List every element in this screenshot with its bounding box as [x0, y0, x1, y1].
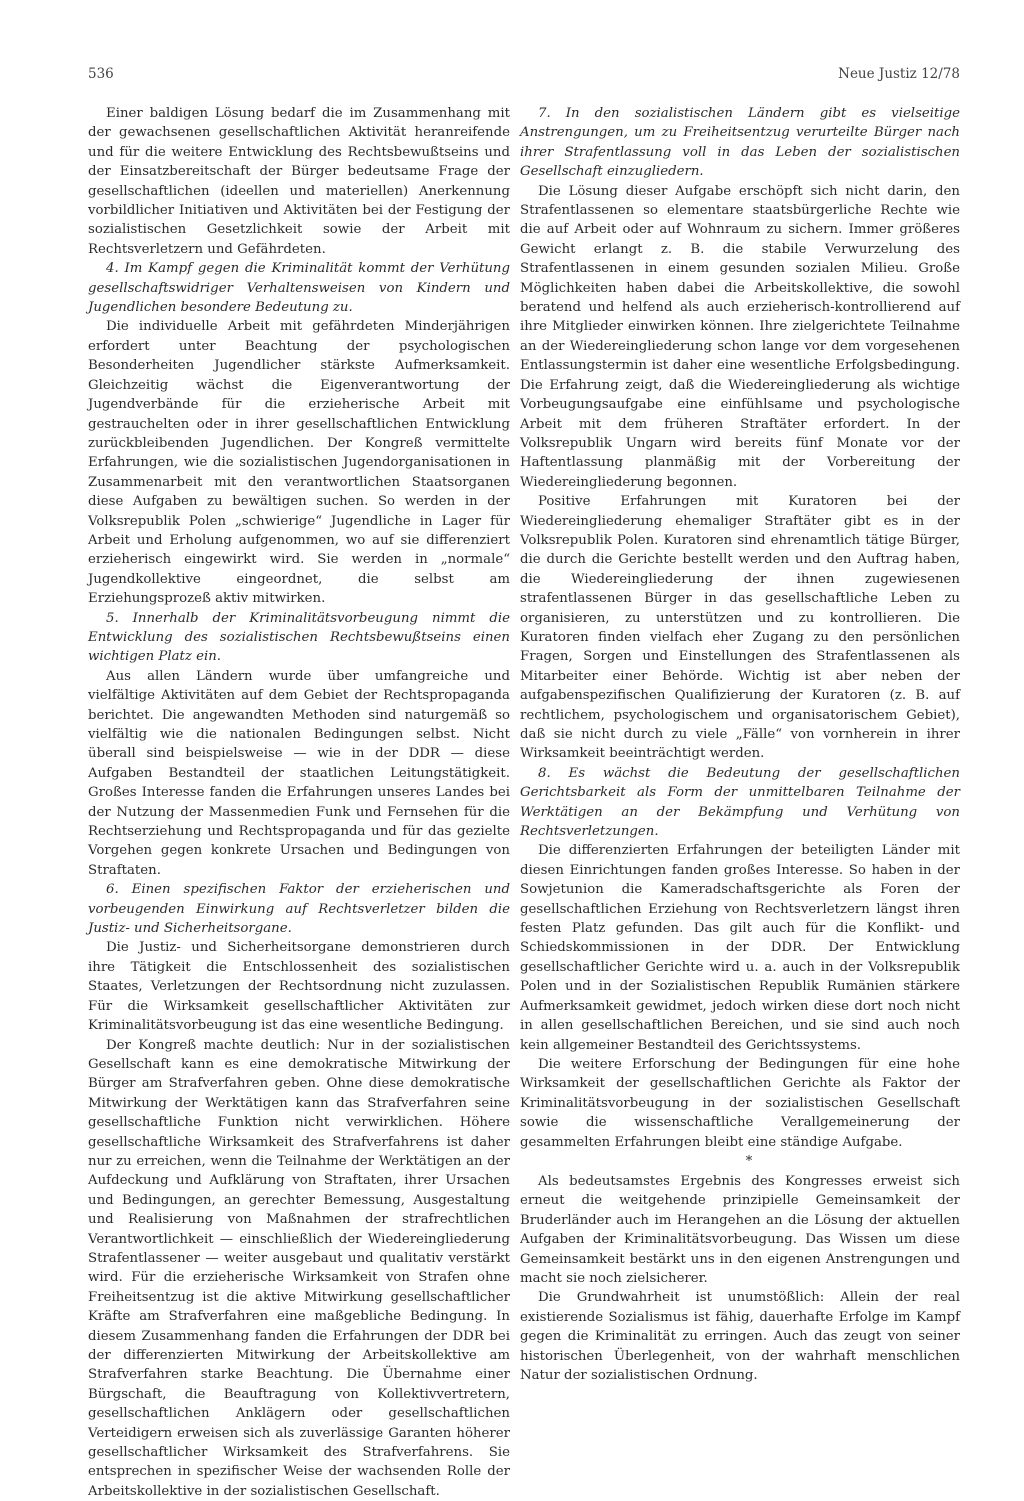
section-heading-7: 7. In den sozialistischen Ländern gibt es vielseitige Anstrengungen, um zu Freiheitsentzug verurteilte Bürger nach ihrer Strafentlassung voll in das Leben der sozialistischen Gesellschaft einzugliedern.: [520, 104, 960, 182]
section-heading-5: 5. Innerhalb der Kriminalitätsvorbeugung nimmt die Entwicklung des sozialistischen Rechtsbewußtseins einen wichtigen Platz ein.: [88, 609, 510, 667]
paragraph: Aus allen Ländern wurde über umfangreiche und vielfältige Aktivitäten auf dem Gebiet der Rechtspropaganda berichtet. Die angewandten Methoden sind naturgemäß so vielfältig wie die nationalen Bedingungen selbst. Nicht überall sind beispielsweise — wie in der DDR — diese Aufgaben Bestandteil der staatlichen Leitungstätigkeit. Großes Interesse fanden die Erfahrungen unseres Landes bei der Nutzung der Massenmedien Funk und Fernsehen für die Rechtserziehung und Rechtspropaganda und für das gezielte Vorgehen gegen konkrete Ursachen und Bedingungen von Straftaten.: [88, 667, 510, 880]
paragraph: Der Kongreß machte deutlich: Nur in der sozialistischen Gesellschaft kann es eine demokratische Mitwirkung der Bürger am Strafverfahren geben. Ohne diese demokratische Mitwirkung der Werktätigen kann das Strafverfahren seine gesellschaftliche Funktion nicht verwirklichen. Höhere gesellschaftliche Wirksamkeit des Strafverfahrens ist daher nur zu erreichen, wenn die Teilnahme der Werktätigen an der Aufdeckung und Aufklärung von Straftaten, ihrer Ursachen und Bedingungen, an gerechter Bemessung, Ausgestaltung und Realisierung von Maßnahmen der strafrechtlichen Verantwortlichkeit — einschließlich der Wiedereingliederung Strafentlassener — weiter ausgebaut und qualitativ verstärkt wird. Für die erzieherische Wirksamkeit von Strafen ohne Freiheitsentzug ist die aktive Mitwirkung gesellschaftlicher Kräfte am Strafverfahren eine maßgebliche Bedingung. In diesem Zusammenhang fanden die Erfahrungen der DDR bei der differenzierten Mitwirkung der Arbeitskollektive am Strafverfahren starke Beachtung. Die Übernahme einer Bürgschaft, die Beauftragung von Kollektivvertretern, gesellschaftlichen Anklägern oder gesellschaftlichen Verteidigern erweisen sich als zuverlässige Garanten höherer gesellschaftlicher Wirksamkeit des Strafverfahrens. Sie entsprechen in spezifischer Weise der wachsenden Rolle der Arbeitskollektive in der sozialistischen Gesellschaft.: [88, 1036, 510, 1501]
journal-issue: Neue Justiz 12/78: [838, 66, 960, 82]
section-heading-6: 6. Einen spezifischen Faktor der erzieherischen und vorbeugenden Einwirkung auf Rechtsverletzer bilden die Justiz- und Sicherheitsorgane.: [88, 880, 510, 938]
paragraph: Die individuelle Arbeit mit gefährdeten Minderjährigen erfordert unter Beachtung der psychologischen Besonderheiten Jugendlicher stärkste Aufmerksamkeit. Gleichzeitig wächst die Eigenverantwortung der Jugendverbände für die erzieherische Arbeit mit gestrauchelten oder in ihrer gesellschaftlichen Entwicklung zurückbleibenden Jugendlichen. Der Kongreß vermittelte Erfahrungen, wie die sozialistischen Jugendorganisationen in Zusammenarbeit mit den verantwortlichen Staatsorganen diese Aufgaben zu bewältigen suchen. So werden in der Volksrepublik Polen „schwierige“ Jugendliche in Lager für Arbeit und Erholung aufgenommen, wo auf sie differenziert erzieherisch eingewirkt wird. Sie werden in „normale“ Jugendkollektive eingeordnet, die selbst am Erziehungsprozeß aktiv mitwirken.: [88, 317, 510, 608]
paragraph: Die differenzierten Erfahrungen der beteiligten Länder mit diesen Einrichtungen fanden großes Interesse. So haben in der Sowjetunion die Kameradschaftsgerichte als Foren der gesellschaftlichen Erziehung von Rechtsverletzern längst ihren festen Platz gefunden. Das gilt auch für die Konflikt- und Schiedskommissionen in der DDR. Der Entwicklung gesellschaftlicher Gerichte wird u. a. auch in der Volksrepublik Polen und in der Sozialistischen Republik Rumänien stärkere Aufmerksamkeit gewidmet, jedoch wirken diese dort noch nicht in allen gesellschaftlichen Bereichen, und sie sind auch noch kein allgemeiner Bestandteil des Gerichtssystems.: [520, 841, 960, 1054]
paragraph: Positive Erfahrungen mit Kuratoren bei der Wiedereingliederung ehemaliger Straftäter gibt es in der Volksrepublik Polen. Kuratoren sind ehrenamtlich tätige Bürger, die durch die Gerichte bestellt werden und den Auftrag haben, die Wiedereingliederung der ihnen zugewiesenen strafentlassenen Bürger in das gesellschaftliche Leben zu organisieren, zu unterstützen und zu kontrollieren. Die Kuratoren finden vielfach eher Zugang zu den persönlichen Fragen, Sorgen und Einstellungen des Strafentlassenen als Mitarbeiter einer Behörde. Wichtig ist aber neben der aufgabenspezifischen Qualifizierung der Kuratoren (z. B. auf rechtlichem, psychologischem und organisatorischem Gebiet), daß sie nicht durch zu viele „Fälle“ von vornherein in ihrer Wirksamkeit beeinträchtigt werden.: [520, 492, 960, 764]
paragraph: Die Justiz- und Sicherheitsorgane demonstrieren durch ihre Tätigkeit die Entschlossenheit des sozialistischen Staates, Verletzungen der Rechtsordnung nicht zuzulassen. Für die Wirksamkeit gesellschaftlicher Aktivitäten zur Kriminalitätsvorbeugung ist das eine wesentliche Bedingung.: [88, 938, 510, 1035]
paragraph: Die weitere Erforschung der Bedingungen für eine hohe Wirksamkeit der gesellschaftlichen Gerichte als Faktor der Kriminalitätsvorbeugung in der sozialistischen Gesellschaft sowie die wissenschaftliche Verallgemeinerung der gesammelten Erfahrungen bleibt eine ständige Aufgabe.: [520, 1055, 960, 1152]
paragraph: Die Lösung dieser Aufgabe erschöpft sich nicht darin, den Strafentlassenen so elementare staatsbürgerliche Rechte wie die auf Arbeit oder auf Wohnraum zu sichern. Immer größeres Gewicht erlangt z. B. die stabile Verwurzelung des Strafentlassenen in einem gesunden sozialen Milieu. Große Möglichkeiten haben dabei die Arbeitskollektive, die sowohl beratend und helfend als auch erzieherisch-kontrollierend auf ihre Mitglieder einwirken können. Ihre zielgerichtete Teilnahme an der Wiedereingliederung schon lange vor dem vorgesehenen Entlassungstermin ist daher eine wesentliche Erfolgsbedingung. Die Erfahrung zeigt, daß die Wiedereingliederung als wichtige Vorbeugungsaufgabe eine einfühlsame und psychologische Arbeit mit dem früheren Straftäter erfordert. In der Volksrepublik Ungarn wird bereits fünf Monate vor der Haftentlassung planmäßig mit der Vorbereitung der Wiedereingliederung begonnen.: [520, 182, 960, 493]
section-separator: *: [520, 1152, 960, 1172]
paragraph: Als bedeutsamstes Ergebnis des Kongresses erweist sich erneut die weitgehende prinzipielle Gemeinsamkeit der Bruderländer auch im Herangehen an die Lösung der aktuellen Aufgaben der Kriminalitätsvorbeugung. Das Wissen um diese Gemeinsamkeit bestärkt uns in den eigenen Anstrengungen und macht sie noch zielsicherer.: [520, 1172, 960, 1288]
paragraph: Die Grundwahrheit ist unumstößlich: Allein der real existierende Sozialismus ist fähig, dauerhafte Erfolge im Kampf gegen die Kriminalität zu erringen. Auch das zeugt von seiner historischen Überlegenheit, von der wahrhaft menschlichen Natur der sozialistischen Ordnung.: [520, 1288, 960, 1385]
paragraph: Einer baldigen Lösung bedarf die im Zusammenhang mit der gewachsenen gesellschaftlichen Aktivität heranreifende und für die weitere Entwicklung des Rechtsbewußtseins und der Einsatzbereitschaft der Bürger bedeutsame Frage der gesellschaftlichen (ideellen und materiellen) Anerkennung vorbildlicher Initiativen und Aktivitäten bei der Festigung der sozialistischen Gesetzlichkeit sowie der Arbeit mit Rechtsverletzern und Gefährdeten.: [88, 104, 510, 259]
section-heading-4: 4. Im Kampf gegen die Kriminalität kommt der Verhütung gesellschaftswidriger Verhaltensweisen von Kindern und Jugendlichen besondere Bedeutung zu.: [88, 259, 510, 317]
right-column: [520, 104, 960, 1385]
left-column: [88, 104, 510, 1501]
section-heading-8: 8. Es wächst die Bedeutung der gesellschaftlichen Gerichtsbarkeit als Form der unmittelbaren Teilnahme der Werktätigen an der Bekämpfung und Verhütung von Rechtsverletzungen.: [520, 764, 960, 842]
page-header: [88, 66, 960, 86]
page-number: 536: [88, 66, 114, 82]
